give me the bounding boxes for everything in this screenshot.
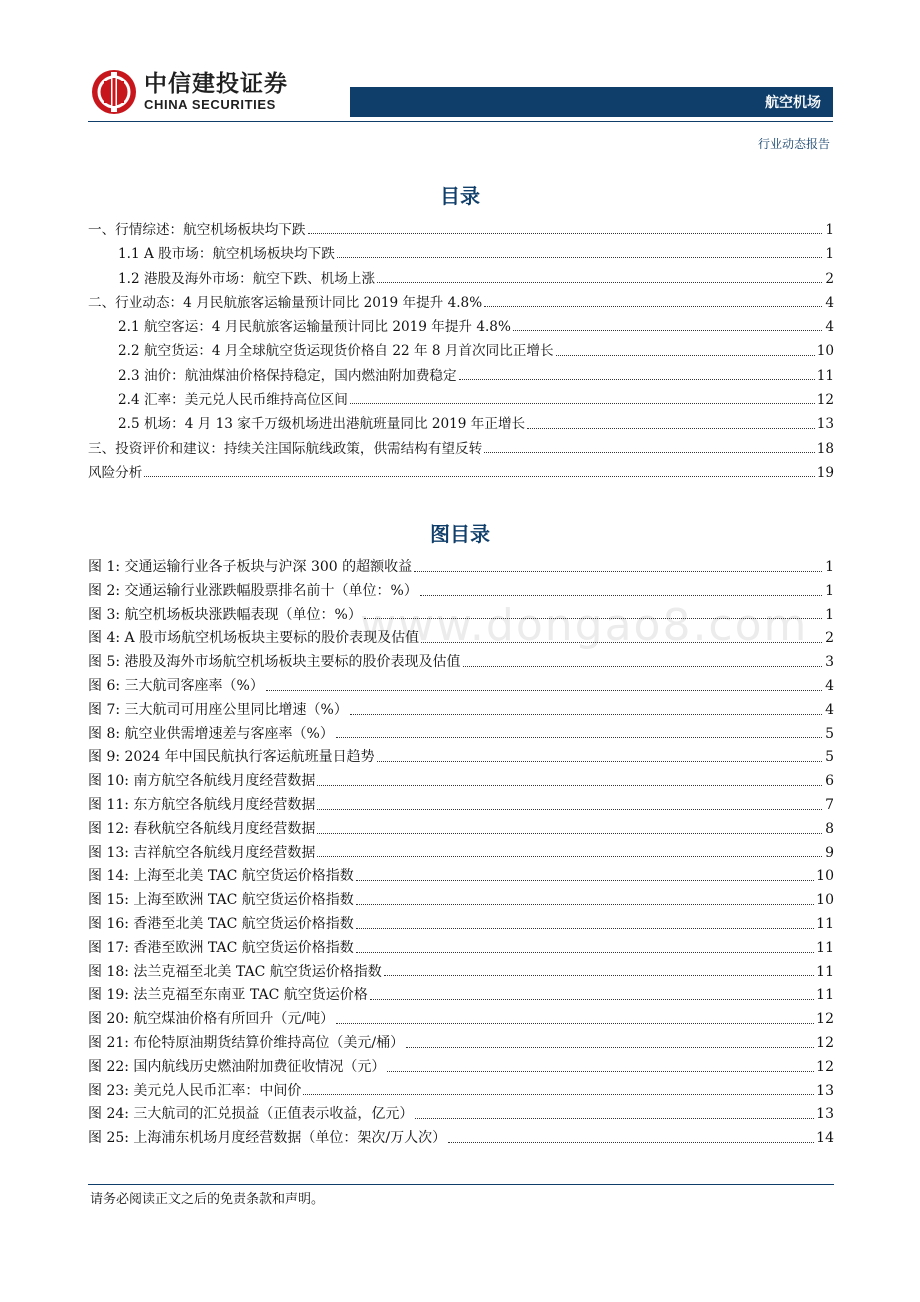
toc-entry[interactable]: [88, 412, 834, 436]
dot-leader: [350, 713, 822, 715]
figure-list-title: 图目录: [430, 522, 490, 546]
dot-leader: [377, 281, 822, 283]
figure-entry-page: 14: [816, 1130, 834, 1147]
figure-entry-label: 图 23: 美元兑人民币汇率：中间价: [88, 1082, 302, 1099]
figure-entry-label: 图 22: 国内航线历史燃油附加费征收情况（元）: [88, 1058, 386, 1075]
dot-leader: [414, 570, 822, 572]
toc-entry-page: 11: [816, 367, 834, 384]
figure-entry-page: 13: [816, 1106, 834, 1123]
figure-entry[interactable]: [88, 556, 834, 580]
dot-leader: [421, 641, 822, 643]
figure-entry-label: 图 7: 三大航司可用座公里同比增速（%）: [88, 701, 348, 718]
toc-entry[interactable]: [88, 388, 834, 412]
figure-entry-page: 3: [825, 654, 834, 671]
figure-entry-label: 图 3: 航空机场板块涨跌幅表现（单位：%）: [88, 606, 362, 623]
figure-entry[interactable]: [88, 937, 834, 961]
dot-leader: [350, 402, 815, 404]
figure-entry-label: 图 20: 航空煤油价格有所回升（元/吨）: [88, 1011, 335, 1028]
toc-entry-label: 三、投资评价和建议：持续关注国际航线政策，供需结构有望反转: [88, 440, 483, 457]
figure-entry-page: 11: [816, 987, 834, 1004]
figure-entry-label: 图 15: 上海至欧洲 TAC 航空货运价格指数: [88, 892, 354, 909]
toc-entry[interactable]: [88, 339, 834, 363]
toc-entry-page: 10: [816, 343, 834, 360]
dot-leader: [337, 256, 822, 258]
figure-entry-label: 图 18: 法兰克福至北美 TAC 航空货运价格指数: [88, 963, 382, 980]
dot-leader: [513, 329, 822, 331]
figure-entry[interactable]: [88, 794, 834, 818]
toc-entry[interactable]: [88, 364, 834, 388]
figure-entry-label: 图 1: 交通运输行业各子板块与沪深 300 的超额收益: [88, 559, 413, 575]
dot-leader: [448, 1141, 814, 1143]
figure-entry[interactable]: [88, 1080, 834, 1104]
dot-leader: [556, 354, 815, 356]
figure-entry-label: 图 25: 上海浦东机场月度经营数据（单位：架次/万人次）: [88, 1130, 447, 1147]
footer-divider: [88, 1184, 834, 1185]
toc-entry-label: 风险分析: [88, 464, 143, 481]
dot-leader: [144, 475, 814, 477]
figure-entry[interactable]: [88, 770, 834, 794]
dot-leader: [387, 1070, 814, 1072]
toc-entry-label: 1.2 港股及海外市场：航空下跌、机场上涨: [118, 270, 376, 287]
dot-leader: [317, 832, 822, 834]
figure-entry[interactable]: [88, 627, 834, 651]
watermark: www.dongao8.com: [360, 600, 809, 651]
figure-entry-label: 图 19: 法兰克福至东南亚 TAC 航空货运价格: [88, 987, 368, 1004]
figure-entry-label: 图 10: 南方航空各航线月度经营数据: [88, 773, 316, 790]
figure-entry-page: 4: [825, 701, 834, 718]
figure-entry-page: 1: [825, 559, 834, 575]
figure-list: [88, 556, 834, 1151]
figure-entry-label: 图 5: 港股及海外市场航空机场板块主要标的股价表现及估值: [88, 654, 461, 671]
figure-entry-label: 图 4: A 股市场航空机场板块主要标的股价表现及估值: [88, 630, 420, 647]
toc-entry-label: 一、行情综述：航空机场板块均下跌: [88, 222, 306, 238]
figure-entry-page: 1: [825, 606, 834, 623]
toc-entry[interactable]: [88, 242, 834, 266]
figure-entry[interactable]: [88, 984, 834, 1008]
figure-entry[interactable]: [88, 699, 834, 723]
figure-entry-label: 图 21: 布伦特原油期货结算价维持高位（美元/桶）: [88, 1034, 405, 1051]
figure-entry-page: 11: [816, 939, 834, 956]
dot-leader: [527, 427, 815, 429]
toc-entry-page: 4: [825, 294, 834, 311]
disclaimer-text: 请务必阅读正文之后的免责条款和声明。: [90, 1192, 325, 1207]
dot-leader: [303, 1093, 814, 1095]
figure-entry-label: 图 14: 上海至北美 TAC 航空货运价格指数: [88, 868, 354, 885]
toc-entry-page: 12: [816, 392, 834, 409]
toc-entry[interactable]: [88, 315, 834, 339]
figure-entry[interactable]: [88, 842, 834, 866]
dot-leader: [364, 617, 822, 619]
figure-entry-label: 图 13: 吉祥航空各航线月度经营数据: [88, 844, 316, 861]
dot-leader: [384, 974, 814, 976]
toc-entry[interactable]: [88, 437, 834, 461]
figure-entry[interactable]: [88, 865, 834, 889]
figure-entry[interactable]: [88, 580, 834, 604]
dot-leader: [484, 451, 814, 453]
figure-entry-page: 5: [825, 725, 834, 742]
figure-entry-page: 9: [825, 844, 834, 861]
toc-entry-label: 2.1 航空客运：4 月民航旅客运输量预计同比 2019 年提升 4.8%: [118, 319, 511, 336]
toc-entry-page: 19: [816, 464, 834, 481]
toc-entry-page: 4: [825, 319, 834, 336]
figure-entry[interactable]: [88, 889, 834, 913]
figure-entry[interactable]: [88, 1056, 834, 1080]
toc-entry-label: 2.2 航空货运：4 月全球航空货运现货价格自 22 年 8 月首次同比正增长: [118, 343, 554, 360]
dot-leader: [377, 760, 822, 762]
dot-leader: [406, 1046, 814, 1048]
dot-leader: [317, 784, 822, 786]
figure-entry[interactable]: [88, 913, 834, 937]
figure-entry-page: 2: [825, 630, 834, 647]
figure-entry[interactable]: [88, 1032, 834, 1056]
dot-leader: [317, 855, 822, 857]
figure-entry[interactable]: [88, 723, 834, 747]
figure-entry[interactable]: [88, 604, 834, 628]
figure-entry-label: 图 2: 交通运输行业涨跌幅股票排名前十（单位：%）: [88, 582, 418, 599]
section-banner: [350, 87, 833, 117]
toc-title: 目录: [440, 184, 480, 208]
figure-entry[interactable]: [88, 675, 834, 699]
dot-leader: [356, 927, 814, 929]
toc-entry-label: 2.5 机场：4 月 13 家千万级机场进出港航班量同比 2019 年正增长: [118, 416, 526, 433]
figure-entry-page: 12: [816, 1058, 834, 1075]
figure-entry-page: 12: [816, 1011, 834, 1028]
toc-entry[interactable]: [88, 291, 834, 315]
dot-leader: [356, 951, 814, 953]
dot-leader: [317, 808, 822, 810]
toc-entry[interactable]: [88, 461, 834, 485]
figure-entry[interactable]: [88, 651, 834, 675]
figure-entry[interactable]: [88, 818, 834, 842]
figure-entry-page: 11: [816, 915, 834, 932]
dot-leader: [356, 903, 814, 905]
section-title: 航空机场: [765, 95, 821, 111]
figure-entry-label: 图 24: 三大航司的汇兑损益（正值表示收益，亿元）: [88, 1106, 414, 1123]
figure-entry-page: 11: [816, 963, 834, 980]
dot-leader: [459, 378, 815, 380]
figure-entry-label: 图 17: 香港至欧洲 TAC 航空货运价格指数: [88, 939, 354, 956]
toc-entry-page: 2: [825, 270, 834, 287]
figure-entry-page: 1: [825, 582, 834, 599]
toc-entry-page: 1: [825, 222, 834, 238]
figure-entry-label: 图 12: 春秋航空各航线月度经营数据: [88, 820, 316, 837]
figure-entry-page: 10: [816, 892, 834, 909]
dot-leader: [370, 998, 814, 1000]
figure-entry-page: 7: [825, 796, 834, 813]
figure-entry-label: 图 16: 香港至北美 TAC 航空货运价格指数: [88, 915, 354, 932]
figure-entry-page: 10: [816, 868, 834, 885]
figure-entry-label: 图 9: 2024 年中国民航执行客运航班量日趋势: [88, 749, 375, 766]
dot-leader: [463, 665, 822, 667]
figure-entry[interactable]: [88, 1008, 834, 1032]
figure-entry-page: 6: [825, 773, 834, 790]
toc-entry-page: 13: [816, 416, 834, 433]
toc-entry-label: 二、行业动态：4 月民航旅客运输量预计同比 2019 年提升 4.8%: [88, 294, 483, 311]
toc-entry-label: 2.4 汇率：美元兑人民币维持高位区间: [118, 392, 348, 409]
table-of-contents: [88, 218, 834, 485]
logo-english-name: CHINA SECURITIES: [144, 97, 276, 112]
dot-leader: [336, 1022, 814, 1024]
toc-entry-page: 1: [825, 246, 834, 263]
dot-leader: [484, 305, 822, 307]
figure-entry-page: 12: [816, 1034, 834, 1051]
report-type: 行业动态报告: [757, 137, 830, 151]
dot-leader: [420, 594, 822, 596]
figure-entry-label: 图 8: 航空业供需增速差与客座率（%）: [88, 725, 334, 742]
dot-leader: [266, 689, 822, 691]
toc-entry[interactable]: [88, 267, 834, 291]
dot-leader: [336, 736, 822, 738]
dot-leader: [308, 232, 823, 234]
figure-entry[interactable]: [88, 746, 834, 770]
citic-logo-icon: [90, 68, 138, 116]
figure-entry[interactable]: [88, 961, 834, 985]
dot-leader: [356, 879, 814, 881]
logo-chinese-name: 中信建投证券: [144, 71, 288, 97]
toc-entry[interactable]: [88, 218, 834, 242]
company-logo: [90, 68, 288, 116]
figure-entry-page: 13: [816, 1082, 834, 1099]
figure-entry-page: 4: [825, 677, 834, 694]
figure-entry-page: 5: [825, 749, 834, 766]
header-divider: [88, 121, 833, 122]
toc-entry-label: 1.1 A 股市场：航空机场板块均下跌: [118, 246, 335, 263]
figure-entry-label: 图 6: 三大航司客座率（%）: [88, 677, 264, 694]
figure-entry-label: 图 11: 东方航空各航线月度经营数据: [88, 796, 316, 813]
toc-entry-page: 18: [816, 440, 834, 457]
toc-entry-label: 2.3 油价：航油煤油价格保持稳定，国内燃油附加费稳定: [118, 367, 457, 384]
figure-entry[interactable]: [88, 1103, 834, 1127]
figure-entry-page: 8: [825, 820, 834, 837]
figure-entry[interactable]: [88, 1127, 834, 1151]
dot-leader: [415, 1117, 814, 1119]
